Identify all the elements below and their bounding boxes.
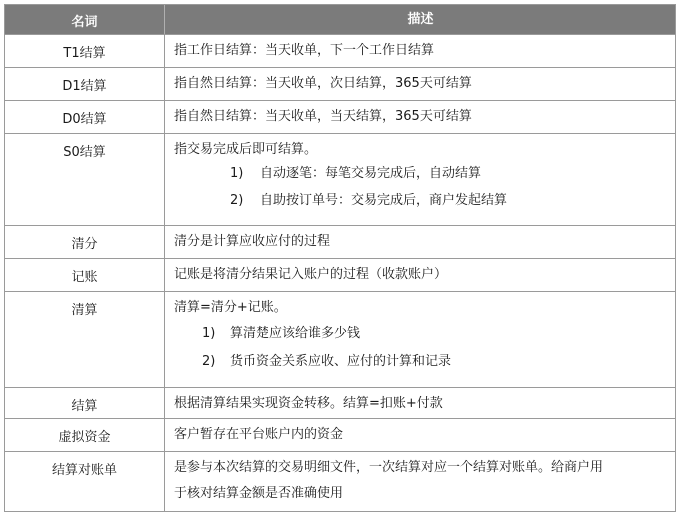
term-cell: 结算	[5, 388, 165, 418]
term-cell: 清算	[5, 292, 165, 387]
glossary-table	[4, 4, 676, 512]
table-row	[5, 100, 675, 133]
description-cell	[165, 388, 675, 418]
description-subitem	[174, 353, 667, 371]
description-line: 于核对结算金额是否准确使用	[174, 486, 344, 501]
table-row	[5, 133, 675, 225]
description-cell	[165, 259, 675, 291]
description-line: 指自然日结算：当天收单，当天结算，365天可结算	[174, 109, 472, 124]
description-cell	[165, 419, 675, 451]
description-cell	[165, 134, 675, 225]
term-cell: 虚拟资金	[5, 419, 165, 451]
table-row	[5, 418, 675, 451]
subitem-text: 自动逐笔：每笔交易完成后，自动结算	[260, 166, 482, 181]
description-cell	[165, 292, 675, 387]
description-line: 指自然日结算：当天收单，次日结算，365天可结算	[174, 76, 472, 91]
table-row	[5, 451, 675, 511]
subitem-number: 1)	[202, 326, 216, 341]
description-line: 客户暂存在平台账户内的资金	[174, 427, 344, 442]
description-subitem	[174, 165, 667, 192]
description-cell	[165, 68, 675, 100]
header-term: 名词	[5, 5, 165, 34]
description-subitem	[174, 325, 667, 353]
description-subitem	[174, 192, 667, 210]
subitem-number: 2)	[230, 193, 244, 208]
description-line: 指工作日结算：当天收单，下一个工作日结算	[174, 43, 435, 58]
table-row	[5, 34, 675, 67]
term-cell: D0结算	[5, 101, 165, 133]
subitem-text: 算清楚应该给谁多少钱	[230, 326, 361, 341]
description-cell	[165, 452, 675, 511]
term-cell: 结算对账单	[5, 452, 165, 511]
term-cell: S0结算	[5, 134, 165, 225]
description-cell	[165, 35, 675, 67]
description-line: 根据清算结果实现资金转移。结算=扣账+付款	[174, 396, 443, 411]
description-line: 记账是将清分结果记入账户的过程（收款账户）	[174, 267, 448, 282]
term-cell: 清分	[5, 226, 165, 258]
description-cell	[165, 101, 675, 133]
term-cell: D1结算	[5, 68, 165, 100]
subitem-text: 货币资金关系应收、应付的计算和记录	[230, 354, 452, 369]
subitem-number: 1)	[230, 166, 244, 181]
table-row	[5, 387, 675, 418]
table-row	[5, 258, 675, 291]
table-row	[5, 225, 675, 258]
table-row	[5, 67, 675, 100]
term-cell: T1结算	[5, 35, 165, 67]
description-line: 是参与本次结算的交易明细文件，一次结算对应一个结算对账单。给商户用	[174, 460, 604, 475]
term-cell: 记账	[5, 259, 165, 291]
table-header-row	[5, 5, 675, 34]
description-line: 清分是计算应收应付的过程	[174, 234, 331, 249]
header-description: 描述	[407, 12, 434, 27]
subitem-number: 2)	[202, 354, 216, 369]
description-line: 指交易完成后即可结算。	[174, 142, 318, 157]
subitem-text: 自助按订单号：交易完成后，商户发起结算	[260, 193, 508, 208]
description-cell	[165, 226, 675, 258]
table-row	[5, 291, 675, 387]
description-line: 清算=清分+记账。	[174, 300, 287, 315]
